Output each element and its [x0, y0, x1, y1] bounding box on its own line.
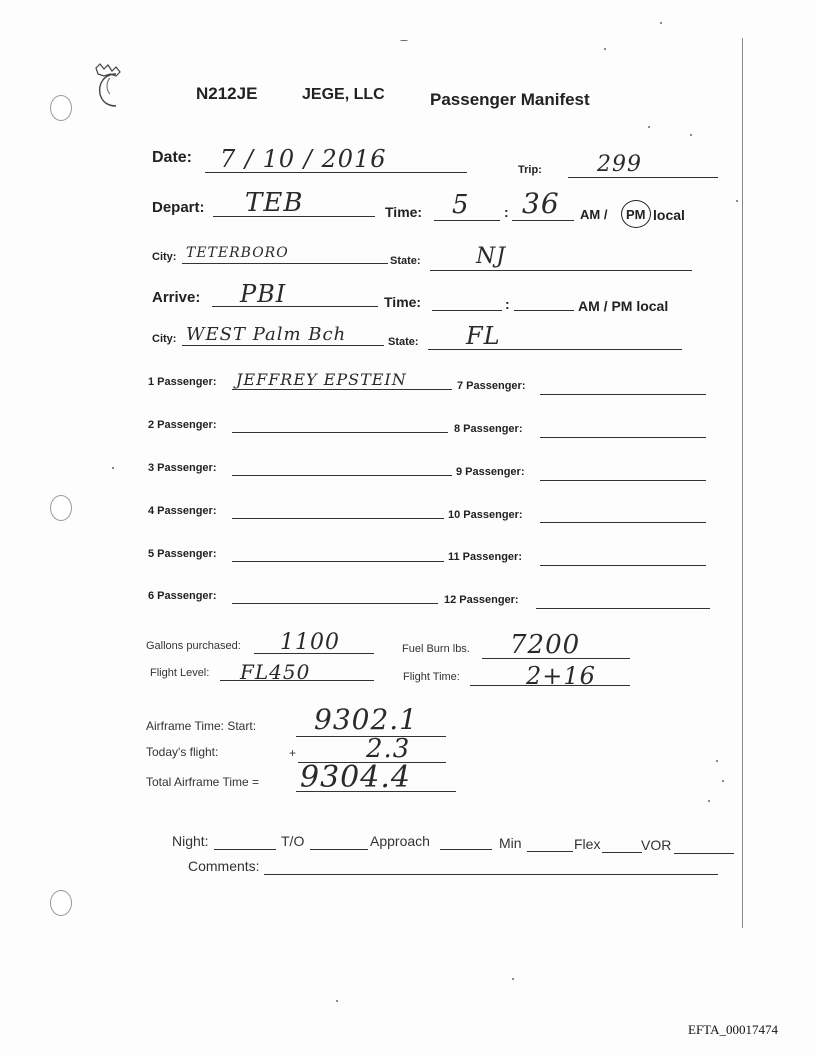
scan-speck [512, 978, 514, 980]
scan-edge-line [742, 38, 743, 928]
binder-hole-bottom [50, 890, 72, 916]
fuel-burn-label: Fuel Burn lbs. [402, 643, 470, 655]
depart-value: TEB [245, 188, 304, 218]
depart-city-value: TETERBORO [186, 245, 289, 261]
scan-speck [648, 126, 650, 128]
flex-label: Flex [574, 836, 601, 852]
arrive-label: Arrive: [152, 289, 201, 306]
total-airframe-value: 9304.4 [300, 760, 411, 795]
approach-label: Approach [370, 833, 430, 849]
trip-value: 299 [597, 152, 642, 177]
passenger-6-label: 6 Passenger: [148, 590, 217, 602]
arrive-time-colon: : [505, 296, 510, 312]
min-line [527, 851, 573, 852]
arrive-state-label: State: [388, 336, 419, 348]
passenger-3-label: 3 Passenger: [148, 462, 217, 474]
passenger-9-line [540, 480, 706, 481]
night-line [214, 849, 276, 850]
depart-city-line [182, 263, 388, 264]
depart-ampm: AM / [580, 207, 608, 222]
depart-state-label: State: [390, 255, 421, 267]
passenger-8-label: 8 Passenger: [454, 423, 523, 435]
scan-speck [604, 48, 606, 50]
passenger-12-label: 12 Passenger: [444, 594, 519, 606]
comments-line [264, 874, 718, 875]
scan-speck [400, 40, 408, 41]
fuel-burn-value: 7200 [510, 630, 581, 660]
vor-label: VOR [641, 837, 672, 853]
passenger-2-line [232, 432, 448, 433]
arrive-line [212, 306, 378, 307]
passenger-10-line [540, 522, 706, 523]
depart-hour-line [434, 220, 500, 221]
trip-label: Trip: [518, 164, 542, 176]
passenger-5-line [232, 561, 444, 562]
passenger-1-label: 1 Passenger: [148, 376, 217, 388]
arrive-minute-line [514, 310, 574, 311]
passenger-6-line [232, 603, 438, 604]
depart-pm: PM [626, 207, 646, 222]
passenger-5-label: 5 Passenger: [148, 548, 217, 560]
flight-level-label: Flight Level: [150, 667, 210, 679]
scan-speck [336, 1000, 338, 1002]
trip-line [568, 177, 718, 178]
total-airframe-label: Total Airframe Time = [146, 775, 260, 789]
flight-level-value: FL450 [240, 660, 311, 684]
depart-local: local [653, 207, 685, 223]
arrive-hour-line [432, 310, 502, 311]
scan-speck [736, 200, 738, 202]
tail-number: N212JE [196, 84, 258, 103]
scan-speck [708, 800, 710, 802]
todays-flight-value: 2.3 [366, 734, 411, 764]
arrive-ampm-local: AM / PM local [578, 298, 669, 314]
page-title: Passenger Manifest [430, 90, 590, 109]
passenger-8-line [540, 437, 706, 438]
depart-minute-line [512, 220, 574, 221]
passenger-1-line [232, 389, 452, 390]
passenger-10-label: 10 Passenger: [448, 509, 523, 521]
passenger-12-line [536, 608, 710, 609]
scan-speck [716, 760, 718, 762]
date-label: Date: [152, 149, 193, 166]
passenger-11-label: 11 Passenger: [448, 551, 522, 563]
airframe-start-value: 9302.1 [314, 703, 418, 736]
scan-speck [690, 134, 692, 136]
binder-hole-top [50, 95, 72, 121]
min-label: Min [499, 835, 522, 851]
depart-state-line [430, 270, 692, 271]
binder-hole-middle [50, 495, 72, 521]
arrive-city-value: WEST Palm Bch [186, 324, 347, 345]
company-logo [90, 60, 132, 112]
depart-time-label: Time: [385, 204, 423, 220]
gallons-value: 1100 [280, 630, 340, 655]
time-colon: : [504, 204, 509, 220]
depart-time-minute: 36 [522, 187, 560, 220]
arrive-value: PBI [240, 280, 287, 308]
approach-line [440, 849, 492, 850]
night-label: Night: [172, 833, 209, 849]
scan-speck [112, 467, 114, 469]
flex-line [602, 852, 642, 853]
bates-number: EFTA_00017474 [688, 1022, 778, 1037]
arrive-city-line [182, 345, 384, 346]
passenger-3-line [232, 475, 452, 476]
todays-flight-label: Today's flight: [146, 745, 219, 759]
depart-city-label: City: [152, 251, 177, 263]
date-value: 7 / 10 / 2016 [220, 145, 387, 173]
comments-label: Comments: [188, 858, 260, 874]
passenger-7-line [540, 394, 706, 395]
company-name: JEGE, LLC [302, 86, 385, 103]
arrive-city-label: City: [152, 333, 177, 345]
vor-line [674, 853, 734, 854]
passenger-2-label: 2 Passenger: [148, 419, 217, 431]
plus-sign: + [289, 746, 297, 760]
arrive-state-value: FL [466, 322, 501, 350]
passenger-7-label: 7 Passenger: [457, 380, 526, 392]
airframe-start-label: Airframe Time: Start: [146, 719, 257, 733]
takeoff-line [310, 849, 368, 850]
passenger-4-line [232, 518, 444, 519]
depart-label: Depart: [152, 199, 205, 216]
flight-time-value: 2+16 [526, 662, 596, 690]
flight-time-label: Flight Time: [403, 671, 460, 683]
passenger-4-label: 4 Passenger: [148, 505, 217, 517]
passenger-9-label: 9 Passenger: [456, 466, 525, 478]
depart-state-value: NJ [476, 244, 507, 269]
scan-speck [722, 780, 724, 782]
passenger-1-value: JEFFREY EPSTEIN [236, 370, 407, 389]
passenger-11-line [540, 565, 706, 566]
takeoff-label: T/O [281, 833, 305, 849]
scan-speck [660, 22, 662, 24]
gallons-label: Gallons purchased: [146, 640, 241, 652]
depart-time-hour: 5 [452, 190, 470, 220]
arrive-time-label: Time: [384, 294, 422, 310]
